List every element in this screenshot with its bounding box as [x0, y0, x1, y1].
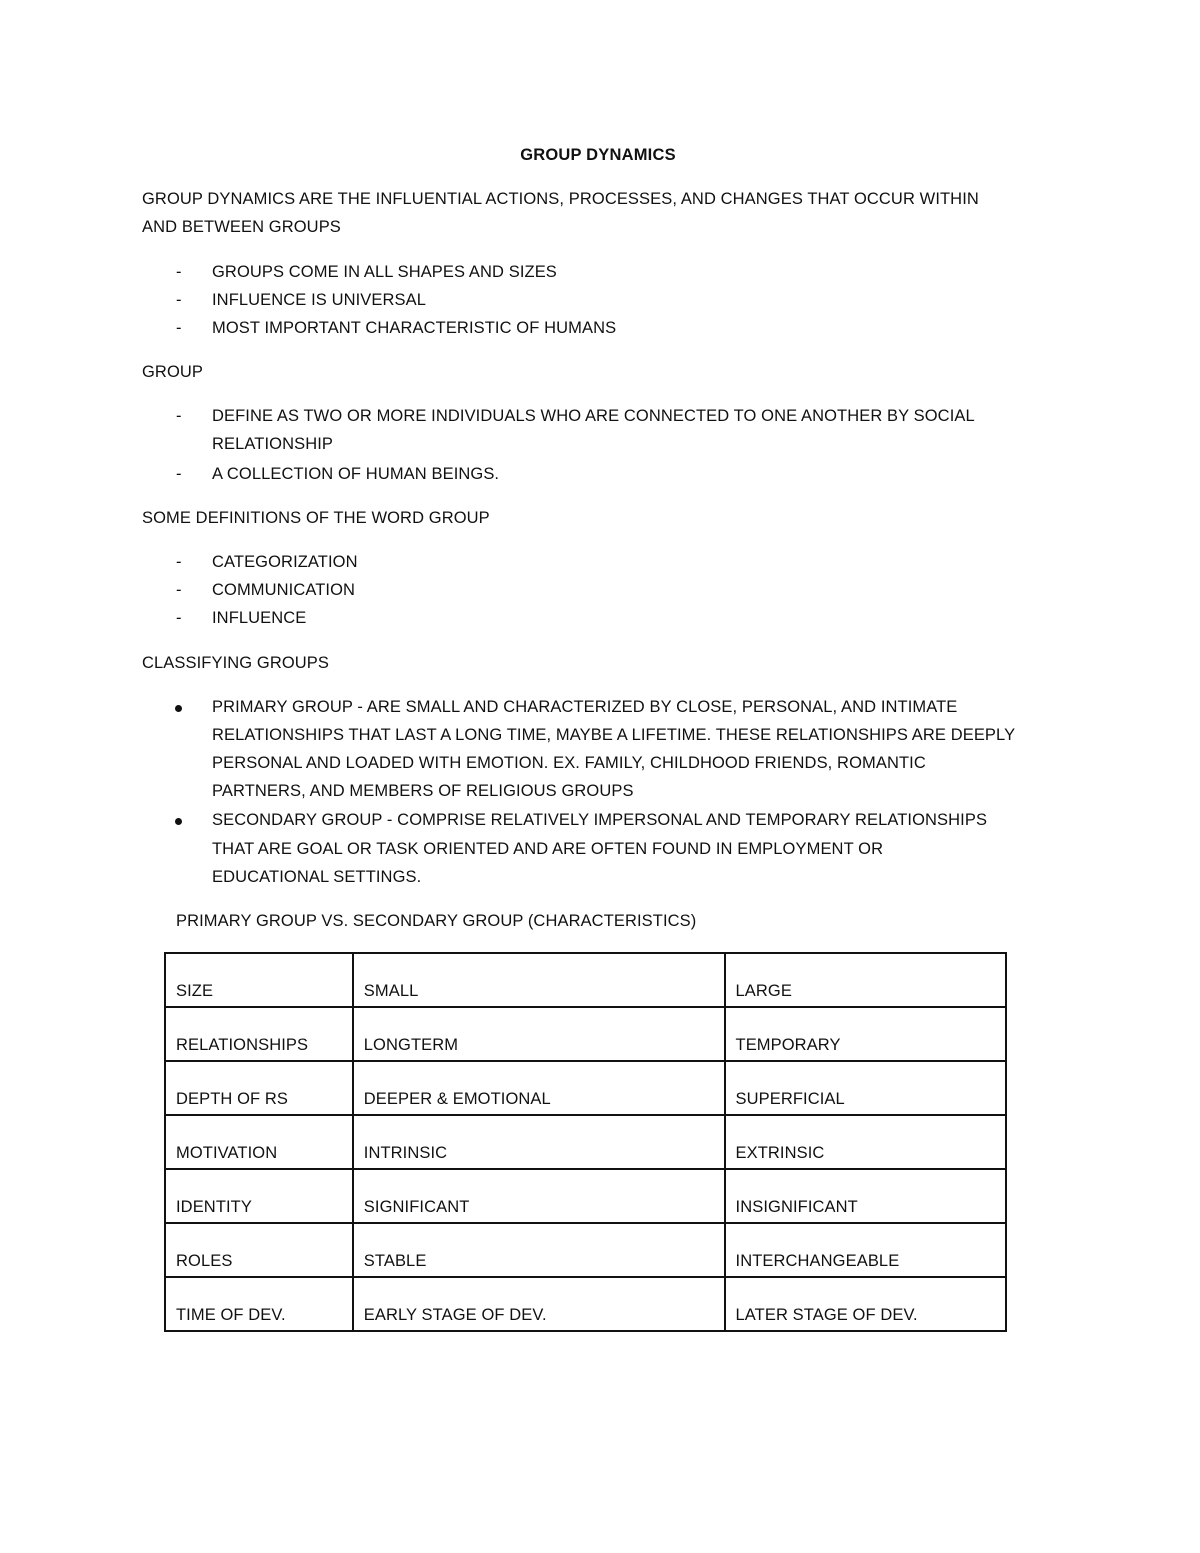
- section-heading-classifying: CLASSIFYING GROUPS: [142, 654, 330, 672]
- intro-point: GROUPS COME IN ALL SHAPES AND SIZES: [212, 263, 557, 281]
- dash-marker: -: [176, 319, 182, 337]
- table-row: [165, 1115, 1006, 1169]
- dash-marker: -: [176, 263, 182, 281]
- primary-group-line: PRIMARY GROUP - ARE SMALL AND CHARACTERIZED BY CLOSE, PERSONAL, AND INTIMATE: [212, 698, 958, 716]
- section-heading-group: GROUP: [142, 363, 204, 381]
- primary-group-line: PARTNERS, AND MEMBERS OF RELIGIOUS GROUPS: [212, 782, 634, 800]
- table-cell-primary: DEEPER & EMOTIONAL: [353, 1061, 725, 1115]
- table-cell-primary: SIGNIFICANT: [353, 1169, 725, 1223]
- table-cell-secondary: EXTRINSIC: [725, 1115, 1006, 1169]
- table-row: [165, 1223, 1006, 1277]
- table-cell-characteristic: TIME OF DEV.: [165, 1277, 353, 1331]
- dash-marker: -: [176, 465, 182, 483]
- table-row: [165, 1007, 1006, 1061]
- intro-point: MOST IMPORTANT CHARACTERISTIC OF HUMANS: [212, 319, 617, 337]
- table-cell-primary: STABLE: [353, 1223, 725, 1277]
- table-cell-secondary: SUPERFICIAL: [725, 1061, 1006, 1115]
- definition-point: INFLUENCE: [212, 609, 307, 627]
- intro-line-1: GROUP DYNAMICS ARE THE INFLUENTIAL ACTIONS, PROCESSES, AND CHANGES THAT OCCUR WITHIN: [142, 190, 979, 208]
- table-row: [165, 1277, 1006, 1331]
- table-cell-secondary: INSIGNIFICANT: [725, 1169, 1006, 1223]
- table-cell-secondary: LARGE: [725, 953, 1006, 1007]
- secondary-group-line: EDUCATIONAL SETTINGS.: [212, 868, 422, 886]
- dash-marker: -: [176, 581, 182, 599]
- dash-marker: -: [176, 553, 182, 571]
- primary-group-line: RELATIONSHIPS THAT LAST A LONG TIME, MAYBE A LIFETIME. THESE RELATIONSHIPS ARE DEEPLY: [212, 726, 1016, 744]
- comparison-table: [164, 952, 1007, 1332]
- group-point-continued: RELATIONSHIP: [212, 435, 334, 453]
- table-cell-characteristic: IDENTITY: [165, 1169, 353, 1223]
- table-cell-characteristic: DEPTH OF RS: [165, 1061, 353, 1115]
- table-row: [165, 953, 1006, 1007]
- table-cell-characteristic: MOTIVATION: [165, 1115, 353, 1169]
- section-heading-definitions: SOME DEFINITIONS OF THE WORD GROUP: [142, 509, 490, 527]
- table-cell-primary: SMALL: [353, 953, 725, 1007]
- table-cell-characteristic: ROLES: [165, 1223, 353, 1277]
- table-row: [165, 1169, 1006, 1223]
- table-cell-primary: EARLY STAGE OF DEV.: [353, 1277, 725, 1331]
- definition-point: CATEGORIZATION: [212, 553, 358, 571]
- table-cell-secondary: INTERCHANGEABLE: [725, 1223, 1006, 1277]
- table-cell-secondary: TEMPORARY: [725, 1007, 1006, 1061]
- definition-point: COMMUNICATION: [212, 581, 356, 599]
- table-cell-characteristic: SIZE: [165, 953, 353, 1007]
- table-cell-secondary: LATER STAGE OF DEV.: [725, 1277, 1006, 1331]
- secondary-group-line: THAT ARE GOAL OR TASK ORIENTED AND ARE OFTEN FOUND IN EMPLOYMENT OR: [212, 840, 884, 858]
- dash-marker: -: [176, 291, 182, 309]
- dash-marker: -: [176, 407, 182, 425]
- bullet-icon: [175, 818, 182, 825]
- page-title: GROUP DYNAMICS: [520, 146, 676, 164]
- bullet-icon: [175, 705, 182, 712]
- intro-point: INFLUENCE IS UNIVERSAL: [212, 291, 427, 309]
- table-caption: PRIMARY GROUP VS. SECONDARY GROUP (CHARACTERISTICS): [176, 912, 697, 930]
- group-point: A COLLECTION OF HUMAN BEINGS.: [212, 465, 500, 483]
- table-cell-characteristic: RELATIONSHIPS: [165, 1007, 353, 1061]
- table-cell-primary: LONGTERM: [353, 1007, 725, 1061]
- table-row: [165, 1061, 1006, 1115]
- group-point: DEFINE AS TWO OR MORE INDIVIDUALS WHO ARE CONNECTED TO ONE ANOTHER BY SOCIAL: [212, 407, 975, 425]
- primary-group-line: PERSONAL AND LOADED WITH EMOTION. EX. FAMILY, CHILDHOOD FRIENDS, ROMANTIC: [212, 754, 926, 772]
- dash-marker: -: [176, 609, 182, 627]
- table-cell-primary: INTRINSIC: [353, 1115, 725, 1169]
- intro-line-2: AND BETWEEN GROUPS: [142, 218, 341, 236]
- secondary-group-line: SECONDARY GROUP - COMPRISE RELATIVELY IMPERSONAL AND TEMPORARY RELATIONSHIPS: [212, 811, 988, 829]
